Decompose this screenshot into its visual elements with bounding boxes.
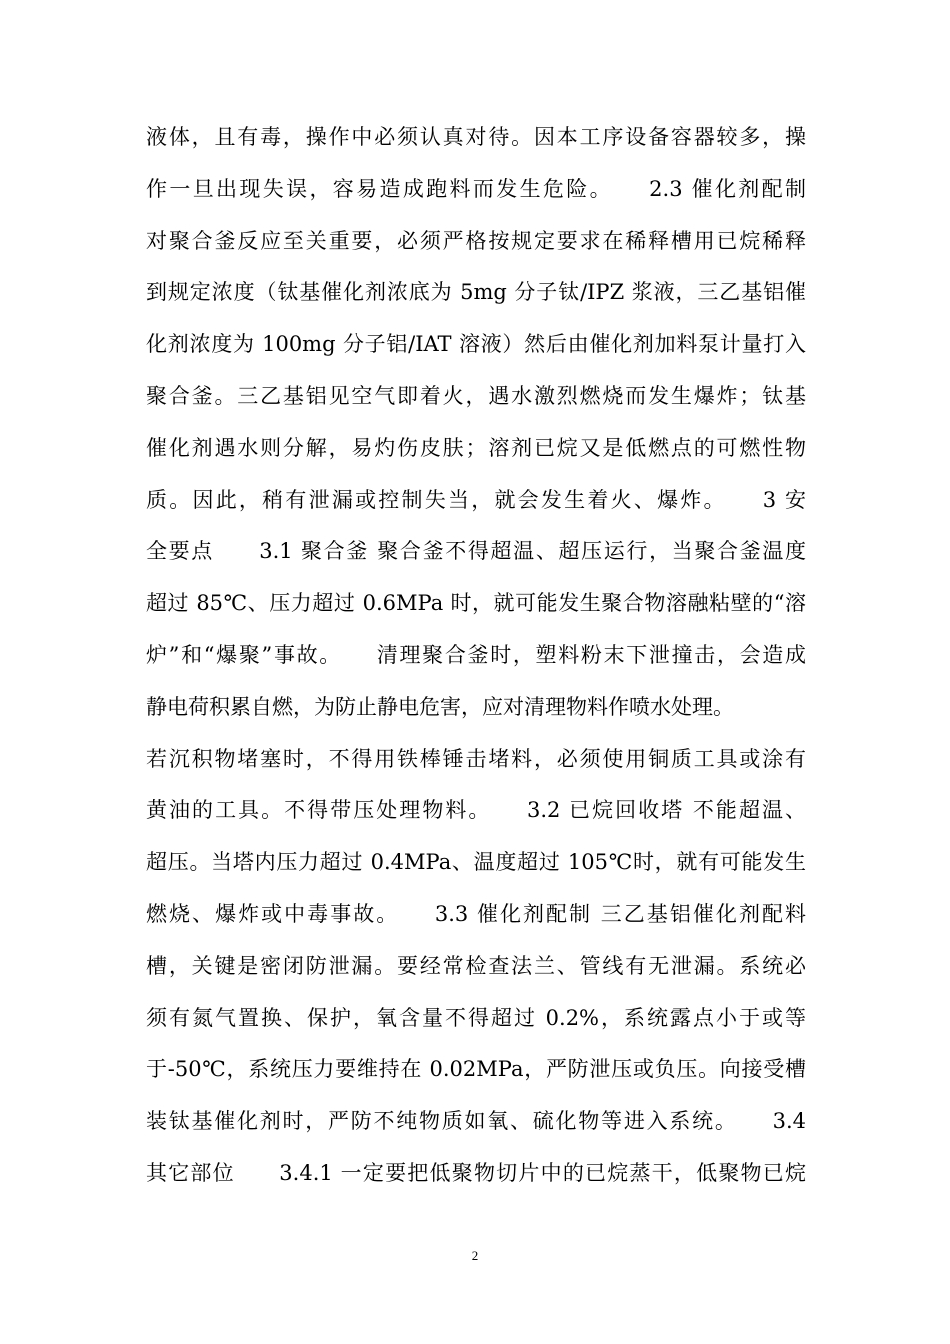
text-line: 对聚合釜反应至关重要，必须严格按规定要求在稀释槽用已烷稀释 xyxy=(146,228,806,253)
text-line: 全要点 3.1 聚合釜 聚合釜不得超温、超压运行，当聚合釜温度 xyxy=(146,539,806,564)
text-line: 装钛基催化剂时，严防不纯物质如氧、硫化物等进入系统。 3.4 xyxy=(146,1109,806,1134)
page-number: 2 xyxy=(471,1248,479,1263)
text-line: 黄油的工具。不得带压处理物料。 3.2 已烷回收塔 不能超温、 xyxy=(146,798,806,823)
text-line: 静电荷积累自燃，为防止静电危害，应对清理物料作喷水处理。 xyxy=(146,694,734,719)
text-line: 若沉积物堵塞时，不得用铁棒锤击堵料，必须使用铜质工具或涂有 xyxy=(146,746,806,771)
text-line: 作一旦出现失误，容易造成跑料而发生危险。 2.3 催化剂配制 xyxy=(146,176,806,201)
text-line: 液体，且有毒，操作中必须认真对待。因本工序设备容器较多，操 xyxy=(146,125,806,149)
text-line: 燃烧、爆炸或中毒事故。 3.3 催化剂配制 三乙基铝催化剂配料 xyxy=(146,901,806,926)
text-line: 于-50℃，系统压力要维持在 0.02MPa，严防泄压或负压。向接受槽 xyxy=(146,1057,806,1082)
text-line: 槽，关键是密闭防泄漏。要经常检查法兰、管线有无泄漏。系统必 xyxy=(146,953,806,978)
text-line: 超过 85℃、压力超过 0.6MPa 时，就可能发生聚合物溶融粘壁的“溶 xyxy=(146,591,806,616)
text-line: 到规定浓度（钛基催化剂浓底为 5mg 分子钛/IPZ 浆液，三乙基铝催 xyxy=(146,280,806,305)
text-line: 催化剂遇水则分解，易灼伤皮肤；溶剂已烷又是低燃点的可燃性物 xyxy=(146,435,806,460)
text-line: 须有氮气置换、保护，氧含量不得超过 0.2%，系统露点小于或等 xyxy=(146,1005,806,1030)
text-line: 化剂浓度为 100mg 分子铝/IAT 溶液）然后由催化剂加料泵计量打入 xyxy=(146,332,806,357)
text-line: 其它部位 3.4.1 一定要把低聚物切片中的已烷蒸干，低聚物已烷 xyxy=(146,1160,806,1185)
text-line: 聚合釜。三乙基铝见空气即着火，遇水激烈燃烧而发生爆炸；钛基 xyxy=(146,383,806,408)
text-line: 超压。当塔内压力超过 0.4MPa、温度超过 105℃时，就有可能发生 xyxy=(146,850,806,875)
text-line: 质。因此，稍有泄漏或控制失当，就会发生着火、爆炸。 3 安 xyxy=(146,487,806,512)
text-line: 炉”和“爆聚”事故。 清理聚合釜时，塑料粉末下泄撞击，会造成 xyxy=(146,642,806,667)
body-text xyxy=(146,112,806,1200)
